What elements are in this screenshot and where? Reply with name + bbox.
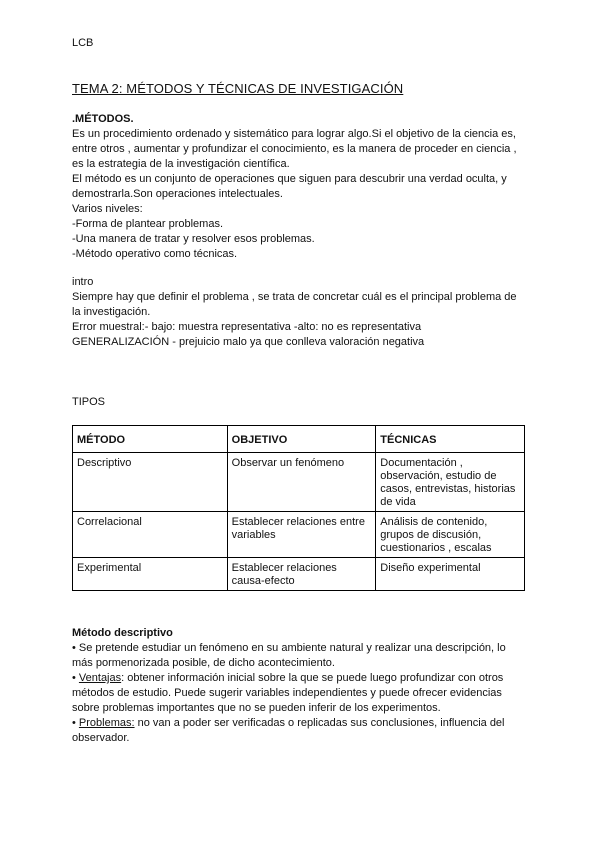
tipos-label-text: TIPOS xyxy=(72,396,106,408)
descriptivo-heading: Método descriptivo xyxy=(72,627,173,639)
text-line: El método es un conjunto de operaciones que siguen para descubrir una verdad oculta, y xyxy=(72,173,507,185)
metodos-heading: .MÉTODOS. xyxy=(72,113,134,125)
cell-line: Diseño experimental xyxy=(380,562,481,574)
ventajas-text: : obtener información inicial sobre la que se puede luego profundizar con otros xyxy=(121,672,504,684)
cell-objetivo xyxy=(227,512,376,558)
tipos-label xyxy=(72,395,532,410)
header-metodo: MÉTODO xyxy=(73,426,228,453)
cell-line: Establecer relaciones xyxy=(231,562,337,574)
text-line: -Una manera de tratar y resolver esos problemas. xyxy=(72,233,315,245)
table-header-row xyxy=(73,426,525,453)
text-line: -Forma de plantear problemas. xyxy=(72,218,224,230)
cell-line: variables xyxy=(231,529,276,541)
text-line: demostrarla.Son operaciones intelectuales. xyxy=(72,188,283,200)
cell-line: observación, estudio de xyxy=(380,470,497,482)
text-line: entre otros , aumentar y profundizar el conocimiento, es la manera de proceder en ciencia , xyxy=(72,143,517,155)
problemas-line: • Problemas: no van a poder ser verificadas o replicadas sus conclusiones, influencia del xyxy=(72,717,505,729)
table-row xyxy=(73,453,525,512)
cell-tecnicas xyxy=(376,512,525,558)
cell-line: causa-efecto xyxy=(231,575,295,587)
cell-metodo: Experimental xyxy=(73,558,228,591)
text-line: intro xyxy=(72,276,94,288)
text-line: la investigación. xyxy=(72,306,151,318)
ventajas-label: Ventajas xyxy=(78,672,122,684)
text-line: es la estrategia de la investigación científica. xyxy=(72,158,290,170)
cell-tecnicas xyxy=(376,453,525,512)
text-line: -Método operativo como técnicas. xyxy=(72,248,238,260)
header-initials: LCB xyxy=(72,37,94,49)
cell-line: cuestionarios , escalas xyxy=(380,542,492,554)
cell-objetivo xyxy=(227,558,376,591)
text-line: observador. xyxy=(72,732,130,744)
cell-line: Documentación , xyxy=(380,457,463,469)
problemas-text: no van a poder ser verificadas o replicadas sus conclusiones, influencia del xyxy=(134,717,505,729)
text-line: GENERALIZACIÓN - prejuicio malo ya que conlleva valoración negativa xyxy=(72,336,425,348)
cell-line: de vida xyxy=(380,496,416,508)
text-line: más pormenorizada posible, de dicho acontecimiento. xyxy=(72,657,335,669)
cell-line: casos, entrevistas, historias xyxy=(380,483,516,495)
methods-table xyxy=(72,425,525,591)
cell-tecnicas xyxy=(376,558,525,591)
text-line: Siempre hay que definir el problema , se trata de concretar cuál es el principal problema de xyxy=(72,291,517,303)
text-line: • Se pretende estudiar un fenómeno en su ambiente natural y realizar una descripción, lo xyxy=(72,642,506,654)
ventajas-line: • Ventajas: obtener información inicial sobre la que se puede luego profundizar con otros xyxy=(72,672,504,684)
cell-objetivo: Observar un fenómeno xyxy=(227,453,376,512)
intro-paragraph xyxy=(72,275,532,350)
cell-line: Establecer relaciones entre xyxy=(231,516,365,528)
table-row xyxy=(73,512,525,558)
page-title: TEMA 2: MÉTODOS Y TÉCNICAS DE INVESTIGACIÓN xyxy=(72,81,404,96)
descriptivo-paragraph xyxy=(72,641,532,746)
text-line: Error muestral:- bajo: muestra representativa -alto: no es representativa xyxy=(72,321,422,333)
text-line: Es un procedimiento ordenado y sistemático para lograr algo.Si el objetivo de la ciencia es, xyxy=(72,128,516,140)
header-tecnicas: TÉCNICAS xyxy=(376,426,525,453)
text-line: métodos de estudio. Puede sugerir variables independientes y puede ofrecer evidencias xyxy=(72,687,502,699)
cell-line: Análisis de contenido, xyxy=(380,516,488,528)
table-row xyxy=(73,558,525,591)
cell-metodo: Descriptivo xyxy=(73,453,228,512)
metodos-paragraph xyxy=(72,127,532,262)
cell-metodo: Correlacional xyxy=(73,512,228,558)
text-line: sobre problemas importantes que no se pueden inferir de los experimentos. xyxy=(72,702,441,714)
header-objetivo: OBJETIVO xyxy=(227,426,376,453)
text-line: Varios niveles: xyxy=(72,203,143,215)
cell-line: grupos de discusión, xyxy=(380,529,482,541)
problemas-label: Problemas: xyxy=(78,717,135,729)
